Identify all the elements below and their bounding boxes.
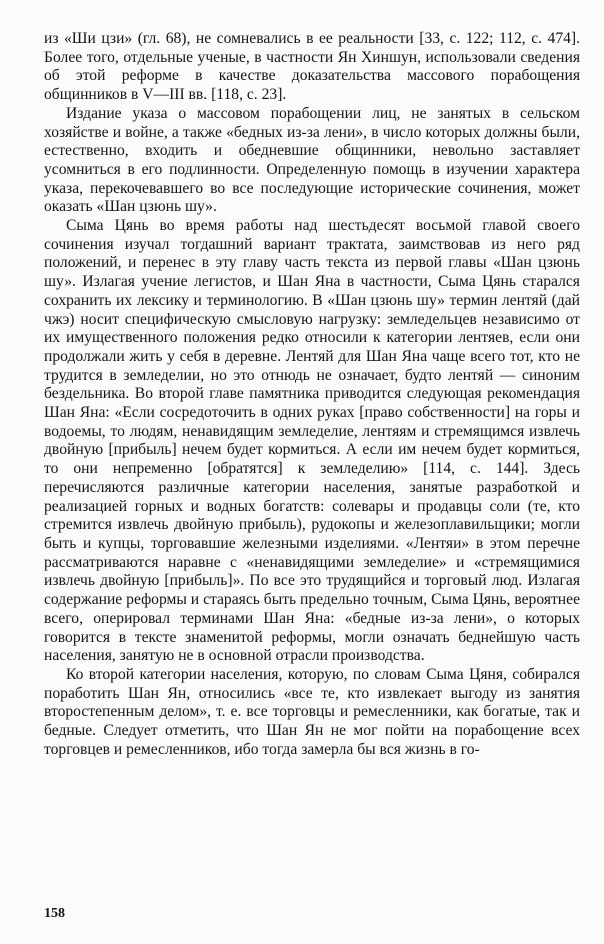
paragraph-3: Сыма Цянь во время работы над шестьдесят восьмой главой своего сочинения изучал тогдашний вариант трактата, заимствовав из него ряд положений, и перенес в эту главу часть текста из первой главы «Шан цзюнь шу». Излагая учение легистов, и Шан Яна в частности, Сыма Цянь старался сохранить их лексику и терминологию. В «Шан цзюнь шу» термин лентяй (дай чжэ) носит специфическую смысловую нагрузку: земледельцев независимо от их имущественного положения редко относили к категории лентяев, если они продолжали жить у себя в деревне. Лентяй для Шан Яна чаще всего тот, кто не трудится в земледелии, но это отнюдь не означает, будто лентяй — синоним бездельника. Во второй главе памятника приводится следующая рекомендация Шан Яна: «Если сосредоточить в одних руках [право собственности] на горы и водоемы, то людям, ненавидящим земледелие, лентяям и стремящимся извлечь двойную [прибыль] нечем будет кормиться. А если им нечем будет кормиться, то они непременно [обратятся] к земледелию» [114, с. 144]. Здесь перечисляются различные категории населения, занятые разработкой и реализацией горных и водных богатств: солевары и продавцы соли (те, кто стремится извлечь двойную прибыль), рудокопы и железоплавильщики; могли быть и купцы, торговавшие железными изделиями. «Лентяи» в этом перечне рассматриваются наравне с «ненавидящими земледелие» и «стремящимися извлечь двойную [прибыль]». По все это трудящийся и торговый люд. Излагая содержание реформы и стараясь быть предельно точным, Сыма Цянь, вероятнее всего, оперировал терминами Шан Яна: «бедные из-за лени», о которых говорится в тексте знаменитой реформы, могли означать беднейшую часть населения, занятую не в основной отрасли производства. [44, 217, 580, 665]
body-text [44, 30, 580, 759]
paragraph-4: Ко второй категории населения, которую, по словам Сыма Цяня, собирался поработить Шан Ян, относились «все те, кто извлекает выгоду из занятия второстепенным делом», т. е. все торговцы и ремесленники, как богатые, так и бедные. Следует отметить, что Шан Ян не мог пойти на порабощение всех торговцев и ремесленников, ибо тогда замерла бы вся жизнь в го- [44, 665, 580, 758]
page-number: 158 [44, 906, 65, 921]
paragraph-2: Издание указа о массовом порабощении лиц, не занятых в сельском хозяйстве и войне, а также «бедных из-за лени», в число которых должны были, естественно, входить и обедневшие общинники, невольно заставляет усомниться в его подлинности. Определенную помощь в изучении характера указа, перекочевавшего во все последующие исторические сочинения, может оказать «Шан цзюнь шу». [44, 104, 580, 216]
paragraph-1: из «Ши цзи» (гл. 68), не сомневались в ее реальности [33, с. 122; 112, с. 474]. Более того, отдельные ученые, в частности Ян Хиншун, использовали сведения об этой реформе в качестве доказательства массового порабощения общинников в V—III вв. [118, с. 23]. [44, 30, 580, 104]
